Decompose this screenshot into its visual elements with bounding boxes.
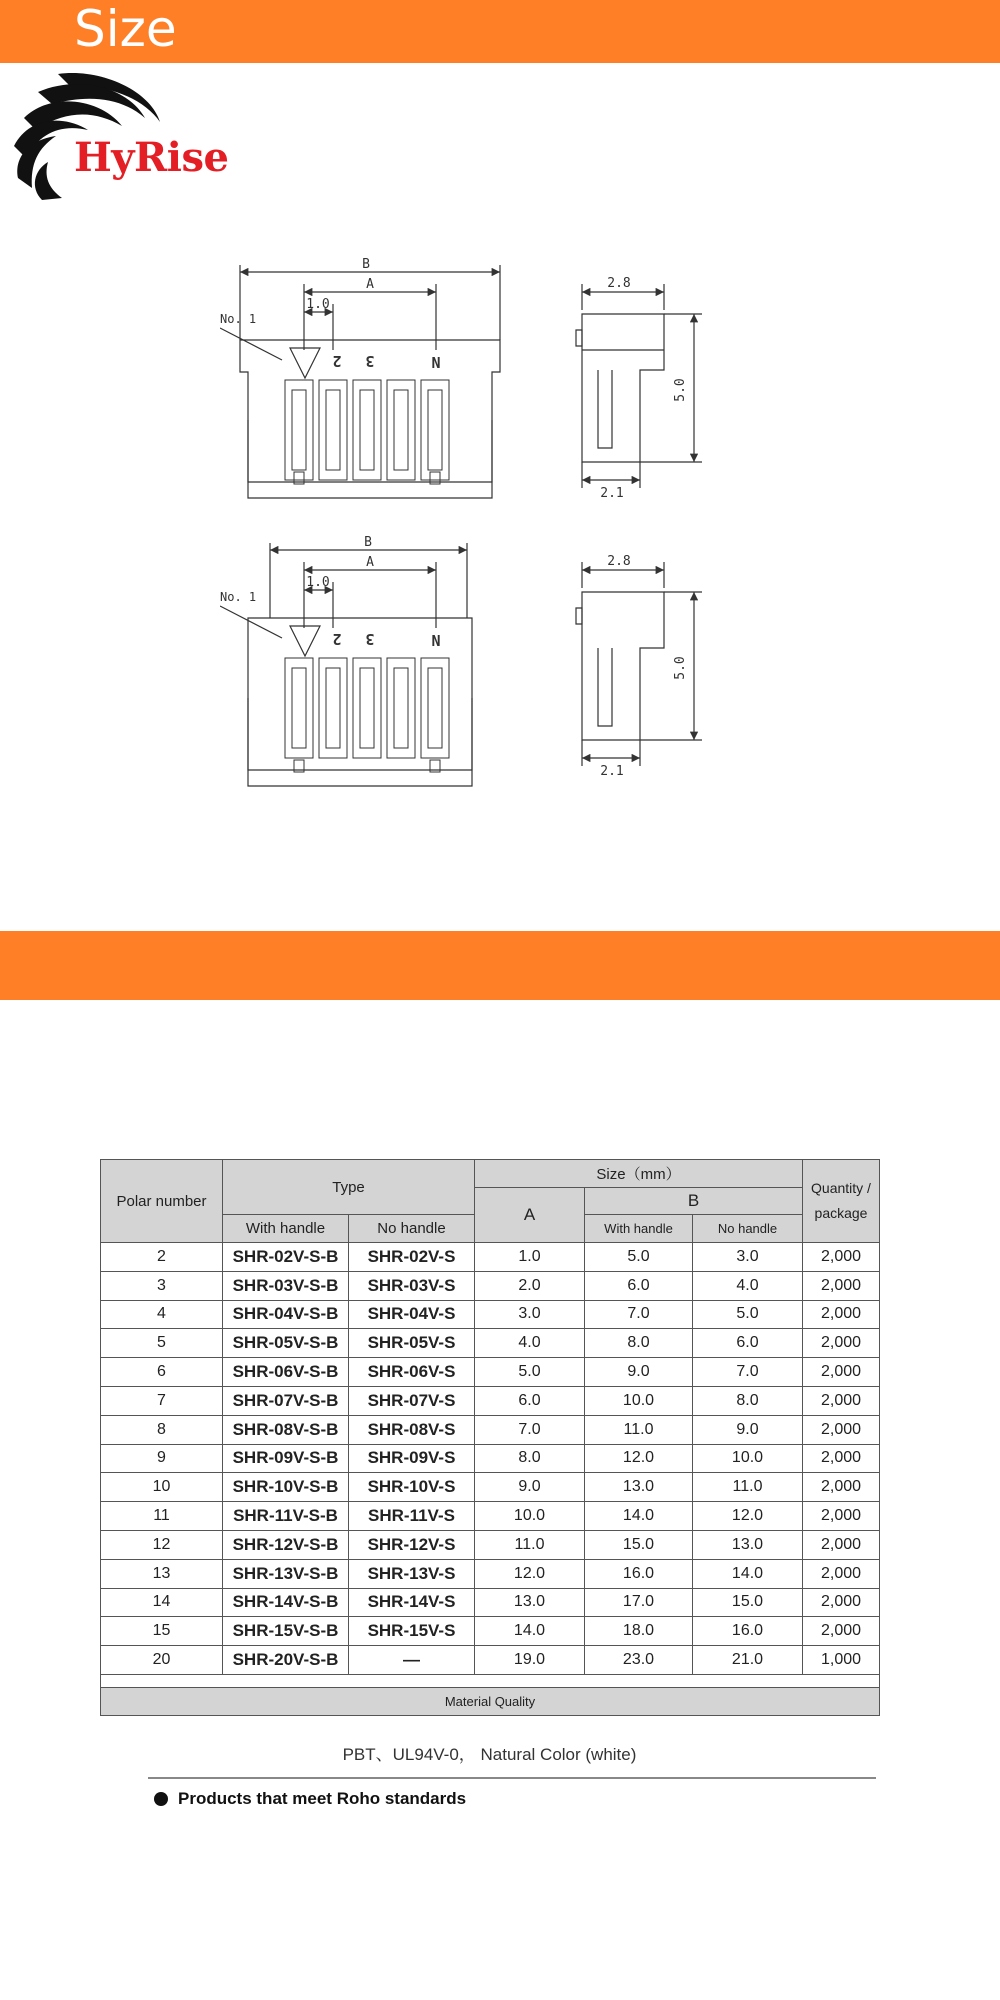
table-row (101, 1617, 880, 1646)
size-a-cell: 6.0 (475, 1386, 585, 1415)
with-handle-part-cell: SHR-07V-S-B (223, 1386, 349, 1415)
with-handle-part-cell: SHR-12V-S-B (223, 1530, 349, 1559)
side-bottom-dim: 2.1 (600, 486, 624, 501)
polar-number-cell: 2 (101, 1243, 223, 1272)
size-b-with-handle-cell: 13.0 (585, 1473, 693, 1502)
material-row (101, 1687, 880, 1715)
type-header: Type (223, 1160, 475, 1215)
size-b-with-handle-cell: 9.0 (585, 1358, 693, 1387)
page-title: Size (74, 0, 177, 58)
size-b-no-handle-cell: 12.0 (693, 1502, 803, 1531)
pin-2-label-2: 2 (332, 630, 342, 648)
pin-3-label: 3 (365, 352, 375, 370)
table-row (101, 1415, 880, 1444)
size-a-cell: 3.0 (475, 1300, 585, 1329)
table-row (101, 1329, 880, 1358)
with-handle-part-cell: SHR-09V-S-B (223, 1444, 349, 1473)
with-handle-part-cell: SHR-15V-S-B (223, 1617, 349, 1646)
quantity-cell: 2,000 (803, 1358, 880, 1387)
side-top-dim: 2.8 (607, 276, 631, 291)
table-row (101, 1559, 880, 1588)
quantity-cell: 2,000 (803, 1444, 880, 1473)
no-handle-part-cell: SHR-10V-S (349, 1473, 475, 1502)
quantity-cell: 2,000 (803, 1530, 880, 1559)
with-handle-part-cell: SHR-02V-S-B (223, 1243, 349, 1272)
quantity-cell: 2,000 (803, 1415, 880, 1444)
polar-number-cell: 5 (101, 1329, 223, 1358)
no-handle-part-cell: SHR-09V-S (349, 1444, 475, 1473)
dim-a-label: A (366, 277, 374, 292)
header-band (0, 0, 1000, 63)
dim-b-label-2: B (364, 535, 372, 550)
pin-n-label-2: N (431, 632, 441, 650)
size-a-cell: 8.0 (475, 1444, 585, 1473)
size-a-cell: 14.0 (475, 1617, 585, 1646)
size-a-cell: 13.0 (475, 1588, 585, 1617)
size-a-cell: 5.0 (475, 1358, 585, 1387)
size-b-no-handle-cell: 6.0 (693, 1329, 803, 1358)
polar-number-cell: 20 (101, 1646, 223, 1675)
size-b-no-handle-cell: 4.0 (693, 1271, 803, 1300)
table-row (101, 1386, 880, 1415)
with-handle-part-cell: SHR-06V-S-B (223, 1358, 349, 1387)
quantity-header-line1: Quantity / (811, 1180, 871, 1196)
hyrise-logo (10, 70, 240, 205)
polar-number-header: Polar number (101, 1160, 223, 1243)
polar-number-cell: 14 (101, 1588, 223, 1617)
pin-2-label: 2 (332, 352, 342, 370)
table-row (101, 1300, 880, 1329)
size-b-with-handle-cell: 15.0 (585, 1530, 693, 1559)
table-row (101, 1271, 880, 1300)
pitch-label: 1.0 (306, 297, 330, 312)
no-handle-part-cell: — (349, 1646, 475, 1675)
quantity-cell: 2,000 (803, 1329, 880, 1358)
size-b-no-handle-cell: 13.0 (693, 1530, 803, 1559)
size-a-cell: 9.0 (475, 1473, 585, 1502)
table-row (101, 1358, 880, 1387)
polar-number-cell: 10 (101, 1473, 223, 1502)
side-bottom-dim-2: 2.1 (600, 764, 624, 779)
no1-label-2: No. 1 (220, 590, 257, 604)
size-b-with-handle-cell: 14.0 (585, 1502, 693, 1531)
no-handle-part-cell: SHR-08V-S (349, 1415, 475, 1444)
no-handle-part-cell: SHR-13V-S (349, 1559, 475, 1588)
quantity-cell: 2,000 (803, 1617, 880, 1646)
polar-number-cell: 7 (101, 1386, 223, 1415)
quantity-cell: 2,000 (803, 1243, 880, 1272)
quantity-cell: 2,000 (803, 1386, 880, 1415)
no-handle-part-cell: SHR-07V-S (349, 1386, 475, 1415)
size-a-cell: 1.0 (475, 1243, 585, 1272)
table-row (101, 1588, 880, 1617)
with-handle-part-cell: SHR-14V-S-B (223, 1588, 349, 1617)
no-handle-header: No handle (349, 1215, 475, 1243)
material-value: PBT、UL94V-0， Natural Color (white) (342, 1745, 637, 1764)
brand-name: HyRise (74, 134, 229, 181)
standard-note (154, 1789, 466, 1809)
size-b-no-handle-cell: 5.0 (693, 1300, 803, 1329)
no-handle-part-cell: SHR-06V-S (349, 1358, 475, 1387)
section-divider-band (0, 931, 1000, 1000)
size-b-with-handle-cell: 17.0 (585, 1588, 693, 1617)
quantity-cell: 2,000 (803, 1271, 880, 1300)
size-b-with-handle-cell: 7.0 (585, 1300, 693, 1329)
polar-number-cell: 6 (101, 1358, 223, 1387)
quantity-cell: 1,000 (803, 1646, 880, 1675)
quantity-cell: 2,000 (803, 1588, 880, 1617)
size-a-cell: 10.0 (475, 1502, 585, 1531)
size-b-no-handle-cell: 7.0 (693, 1358, 803, 1387)
with-handle-part-cell: SHR-08V-S-B (223, 1415, 349, 1444)
bullet-icon (154, 1792, 168, 1806)
polar-number-cell: 3 (101, 1271, 223, 1300)
table-row (101, 1646, 880, 1675)
polar-number-cell: 8 (101, 1415, 223, 1444)
divider-line (148, 1777, 876, 1779)
size-b-with-handle-cell: 16.0 (585, 1559, 693, 1588)
with-handle-part-cell: SHR-13V-S-B (223, 1559, 349, 1588)
with-handle-part-cell: SHR-10V-S-B (223, 1473, 349, 1502)
no-handle-part-cell: SHR-15V-S (349, 1617, 475, 1646)
polar-number-cell: 9 (101, 1444, 223, 1473)
dim-b-label: B (362, 257, 370, 272)
size-b-no-handle-cell: 10.0 (693, 1444, 803, 1473)
polar-number-cell: 12 (101, 1530, 223, 1559)
pin-n-label: N (431, 354, 441, 372)
no1-label: No. 1 (220, 312, 257, 326)
quantity-cell: 2,000 (803, 1559, 880, 1588)
side-height-dim-2: 5.0 (673, 656, 688, 680)
size-b-with-handle-cell: 5.0 (585, 1243, 693, 1272)
no-handle-part-cell: SHR-02V-S (349, 1243, 475, 1272)
size-b-no-handle-cell: 3.0 (693, 1243, 803, 1272)
size-b-header: B (585, 1188, 803, 1215)
size-b-no-handle-cell: 8.0 (693, 1386, 803, 1415)
front-view-no-handle (220, 543, 472, 786)
table-row (101, 1502, 880, 1531)
with-handle-part-cell: SHR-04V-S-B (223, 1300, 349, 1329)
no-handle-part-cell: SHR-11V-S (349, 1502, 475, 1531)
quantity-cell: 2,000 (803, 1502, 880, 1531)
with-handle-part-cell: SHR-05V-S-B (223, 1329, 349, 1358)
table-row (101, 1243, 880, 1272)
no-handle-part-cell: SHR-14V-S (349, 1588, 475, 1617)
size-a-cell: 11.0 (475, 1530, 585, 1559)
size-a-cell: 19.0 (475, 1646, 585, 1675)
side-height-dim: 5.0 (673, 378, 688, 402)
pitch-label-2: 1.0 (306, 575, 330, 590)
quantity-header (803, 1160, 880, 1243)
size-header: Size（mm） (475, 1160, 803, 1188)
size-b-no-handle-cell: 21.0 (693, 1646, 803, 1675)
size-b-with-handle-cell: 6.0 (585, 1271, 693, 1300)
dim-a-label-2: A (366, 555, 374, 570)
pin-3-label-2: 3 (365, 630, 375, 648)
no-handle-part-cell: SHR-05V-S (349, 1329, 475, 1358)
with-handle-part-cell: SHR-11V-S-B (223, 1502, 349, 1531)
no-handle-part-cell: SHR-12V-S (349, 1530, 475, 1559)
size-a-cell: 7.0 (475, 1415, 585, 1444)
no-handle-part-cell: SHR-03V-S (349, 1271, 475, 1300)
polar-number-cell: 11 (101, 1502, 223, 1531)
size-b-with-handle-cell: 18.0 (585, 1617, 693, 1646)
material-label: Material Quality (101, 1687, 880, 1715)
size-b-no-handle-cell: 14.0 (693, 1559, 803, 1588)
table-row (101, 1473, 880, 1502)
size-b-with-handle-cell: 23.0 (585, 1646, 693, 1675)
spec-table (100, 1159, 880, 1716)
quantity-cell: 2,000 (803, 1300, 880, 1329)
size-b-with-handle-cell: 8.0 (585, 1329, 693, 1358)
b-no-handle-header: No handle (693, 1215, 803, 1243)
size-a-cell: 12.0 (475, 1559, 585, 1588)
side-top-dim-2: 2.8 (607, 554, 631, 569)
table-spacer-cell (101, 1674, 880, 1687)
with-handle-part-cell: SHR-03V-S-B (223, 1271, 349, 1300)
table-row (101, 1530, 880, 1559)
table-spacer-row (101, 1674, 880, 1687)
polar-number-cell: 4 (101, 1300, 223, 1329)
quantity-cell: 2,000 (803, 1473, 880, 1502)
front-view-with-handle (220, 265, 500, 498)
with-handle-header: With handle (223, 1215, 349, 1243)
standard-note-text: Products that meet Roho standards (178, 1789, 467, 1808)
size-b-with-handle-cell: 11.0 (585, 1415, 693, 1444)
size-a-cell: 2.0 (475, 1271, 585, 1300)
size-a-header: A (475, 1188, 585, 1243)
connector-drawing (220, 250, 720, 810)
b-with-handle-header: With handle (585, 1215, 693, 1243)
polar-number-cell: 15 (101, 1617, 223, 1646)
polar-number-cell: 13 (101, 1559, 223, 1588)
quantity-header-line2: package (814, 1205, 868, 1221)
size-b-with-handle-cell: 12.0 (585, 1444, 693, 1473)
size-b-no-handle-cell: 16.0 (693, 1617, 803, 1646)
size-a-cell: 4.0 (475, 1329, 585, 1358)
with-handle-part-cell: SHR-20V-S-B (223, 1646, 349, 1675)
no-handle-part-cell: SHR-04V-S (349, 1300, 475, 1329)
size-b-no-handle-cell: 9.0 (693, 1415, 803, 1444)
size-b-with-handle-cell: 10.0 (585, 1386, 693, 1415)
table-row (101, 1444, 880, 1473)
size-b-no-handle-cell: 15.0 (693, 1588, 803, 1617)
size-b-no-handle-cell: 11.0 (693, 1473, 803, 1502)
